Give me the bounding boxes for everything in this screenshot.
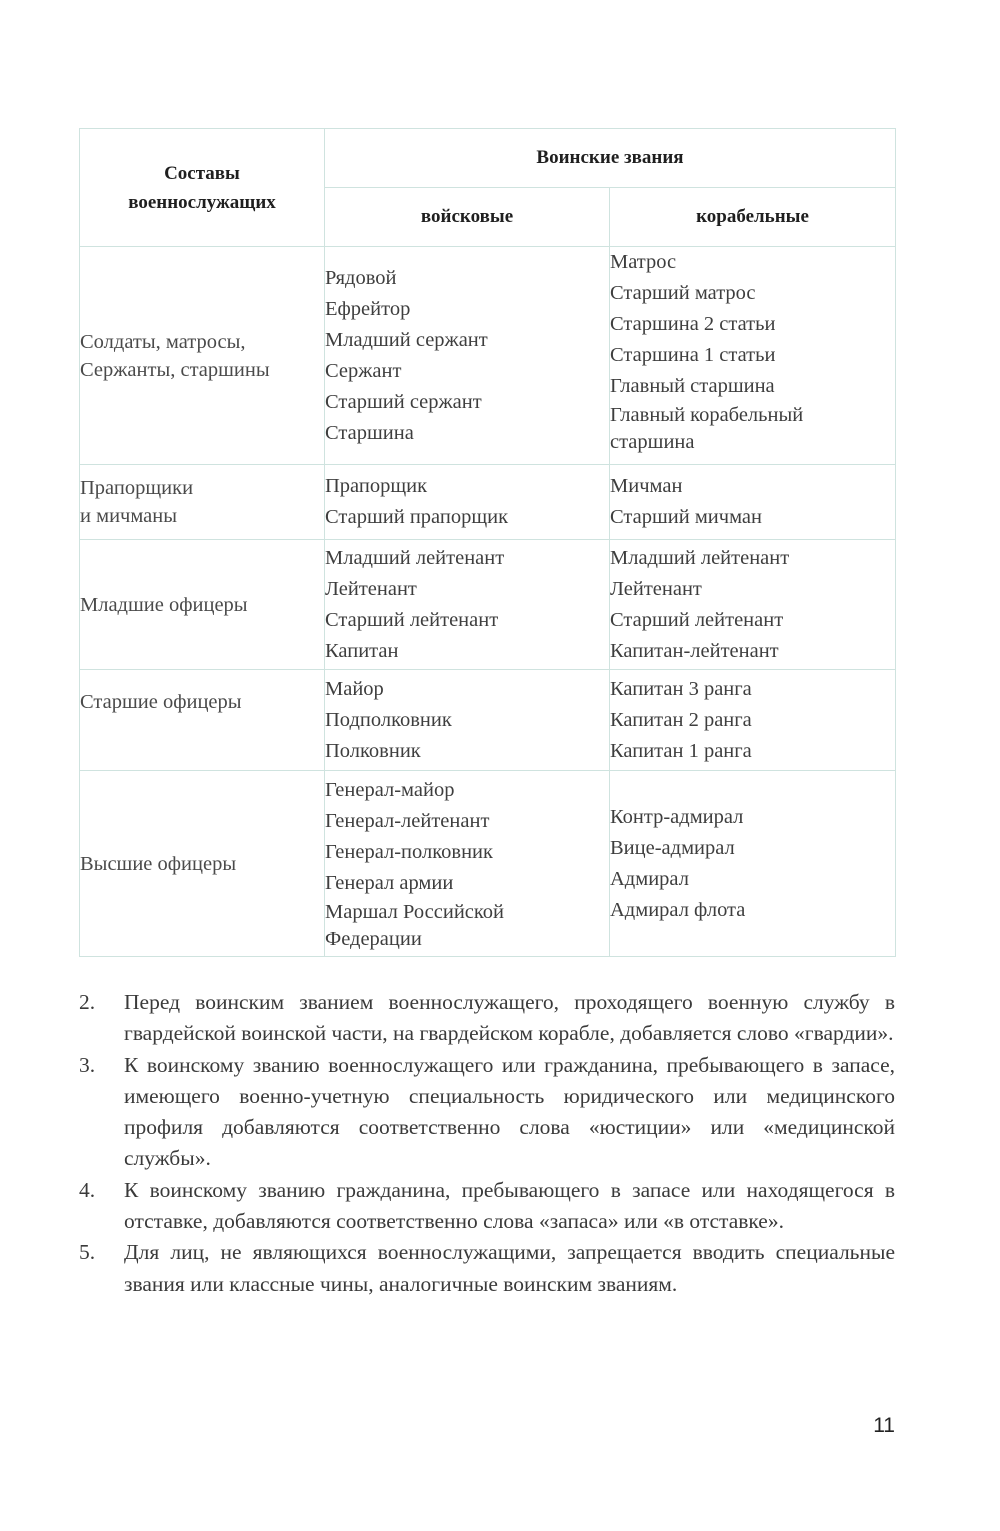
note-number: 5. bbox=[79, 1240, 96, 1265]
composition-line: Прапорщики bbox=[80, 477, 194, 499]
composition-line: Младшие офицеры bbox=[80, 593, 248, 616]
military-ranks-table bbox=[79, 128, 896, 957]
rank-item: Генерал армии bbox=[325, 871, 454, 894]
notes-list bbox=[79, 987, 895, 1300]
rank-item: Генерал-полковник bbox=[325, 840, 493, 863]
table-row bbox=[80, 247, 896, 465]
composition-cell bbox=[80, 670, 325, 771]
table-row bbox=[80, 465, 896, 540]
rank-item: Генерал-лейтенант bbox=[325, 809, 490, 832]
army-ranks-cell bbox=[325, 247, 610, 465]
table-row bbox=[80, 771, 896, 957]
rank-item: Капитан 2 ранга bbox=[610, 708, 752, 731]
navy-ranks-cell bbox=[610, 540, 896, 670]
note-text: К воинскому званию военнослужащего или гражданина, пребывающего в запасе, имеющего военно-учетную специальность юридического или медицинского профиля добавляются соответственно слова «юстиции» или «медицинской службы». bbox=[124, 1052, 895, 1171]
composition-cell bbox=[80, 540, 325, 670]
note-number: 2. bbox=[79, 990, 96, 1014]
rank-item: Лейтенант bbox=[325, 577, 417, 600]
note-item bbox=[79, 1050, 895, 1175]
rank-item: Капитан 3 ранга bbox=[610, 677, 752, 700]
rank-item: Сержант bbox=[325, 359, 402, 382]
note-text: Для лиц, не являющихся военнослужащими, запрещается вводить специальные звания или классные чины, аналогичные воинским званиям. bbox=[124, 1240, 895, 1296]
rank-item: Старший прапорщик bbox=[325, 506, 509, 528]
header-composition-line: Составы bbox=[164, 162, 240, 184]
table-row bbox=[80, 540, 896, 670]
navy-ranks-cell bbox=[610, 247, 896, 465]
rank-item: Главный корабельный bbox=[610, 404, 804, 426]
army-ranks-cell bbox=[325, 465, 610, 540]
rank-item: Младший сержант bbox=[325, 328, 488, 351]
rank-item: Старший матрос bbox=[610, 282, 756, 304]
composition-line: и мичманы bbox=[80, 505, 178, 527]
rank-item: Капитан-лейтенант bbox=[610, 639, 779, 662]
rank-item: Старшина 2 статьи bbox=[610, 313, 776, 335]
composition-line: Старшие офицеры bbox=[80, 691, 242, 713]
composition-line: Высшие офицеры bbox=[80, 852, 237, 875]
note-item bbox=[79, 987, 895, 1050]
navy-ranks-cell bbox=[610, 670, 896, 771]
rank-item: Адмирал флота bbox=[610, 898, 746, 921]
note-number: 3. bbox=[79, 1052, 96, 1077]
army-ranks-cell bbox=[325, 670, 610, 771]
rank-item: Адмирал bbox=[610, 867, 689, 890]
composition-cell bbox=[80, 771, 325, 957]
composition-line: Сержанты, старшины bbox=[80, 358, 270, 381]
rank-item: Вице-адмирал bbox=[610, 836, 735, 859]
composition-cell bbox=[80, 247, 325, 465]
rank-item: Маршал Российской bbox=[325, 900, 505, 923]
table-row bbox=[80, 670, 896, 771]
rank-item: Полковник bbox=[325, 739, 421, 762]
rank-item: Младший лейтенант bbox=[610, 546, 790, 569]
rank-item: Младший лейтенант bbox=[325, 546, 505, 569]
rank-item: Старший лейтенант bbox=[610, 608, 784, 631]
note-item bbox=[79, 1175, 895, 1238]
rank-item: Мичман bbox=[610, 475, 683, 497]
rank-item: Лейтенант bbox=[610, 577, 702, 600]
rank-item: Подполковник bbox=[325, 708, 452, 731]
header-navy: корабельные bbox=[610, 188, 896, 247]
page-number: 11 bbox=[873, 1414, 895, 1437]
note-item bbox=[79, 1237, 895, 1300]
rank-item: Прапорщик bbox=[325, 475, 428, 497]
rank-item: Майор bbox=[325, 677, 384, 700]
navy-ranks-cell bbox=[610, 465, 896, 540]
header-army: войсковые bbox=[325, 188, 610, 247]
rank-item: Старший лейтенант bbox=[325, 608, 499, 631]
navy-ranks-cell bbox=[610, 771, 896, 957]
rank-item-continued: Федерации bbox=[325, 927, 422, 950]
rank-item: Матрос bbox=[610, 251, 677, 273]
rank-item-continued: старшина bbox=[610, 431, 695, 453]
note-text: К воинскому званию гражданина, пребывающего в запасе или находящегося в отставке, добавляются соответственно слова «запаса» или «в отставке». bbox=[124, 1177, 895, 1234]
note-number: 4. bbox=[79, 1177, 96, 1202]
rank-item: Генерал-майор bbox=[325, 778, 455, 801]
rank-item: Старшина 1 статьи bbox=[610, 344, 776, 366]
header-composition-line: военнослужащих bbox=[128, 191, 276, 213]
rank-item: Старший сержант bbox=[325, 390, 482, 413]
army-ranks-cell bbox=[325, 540, 610, 670]
rank-item: Рядовой bbox=[325, 266, 397, 289]
header-composition bbox=[80, 129, 325, 247]
header-ranks: Воинские звания bbox=[325, 129, 896, 188]
rank-item: Капитан 1 ранга bbox=[610, 739, 752, 762]
rank-item: Старший мичман bbox=[610, 506, 762, 528]
rank-item: Контр-адмирал bbox=[610, 805, 744, 828]
army-ranks-cell bbox=[325, 771, 610, 957]
rank-item: Главный старшина bbox=[610, 375, 775, 397]
composition-cell bbox=[80, 465, 325, 540]
note-text: Перед воинским званием военнослужащего, проходящего военную службу в гвардейской воинской части, на гвардейском корабле, добавляется слово «гвардии». bbox=[124, 990, 895, 1046]
rank-item: Старшина bbox=[325, 421, 414, 444]
rank-item: Капитан bbox=[325, 639, 399, 662]
rank-item: Ефрейтор bbox=[325, 297, 411, 320]
composition-line: Солдаты, матросы, bbox=[80, 330, 246, 353]
